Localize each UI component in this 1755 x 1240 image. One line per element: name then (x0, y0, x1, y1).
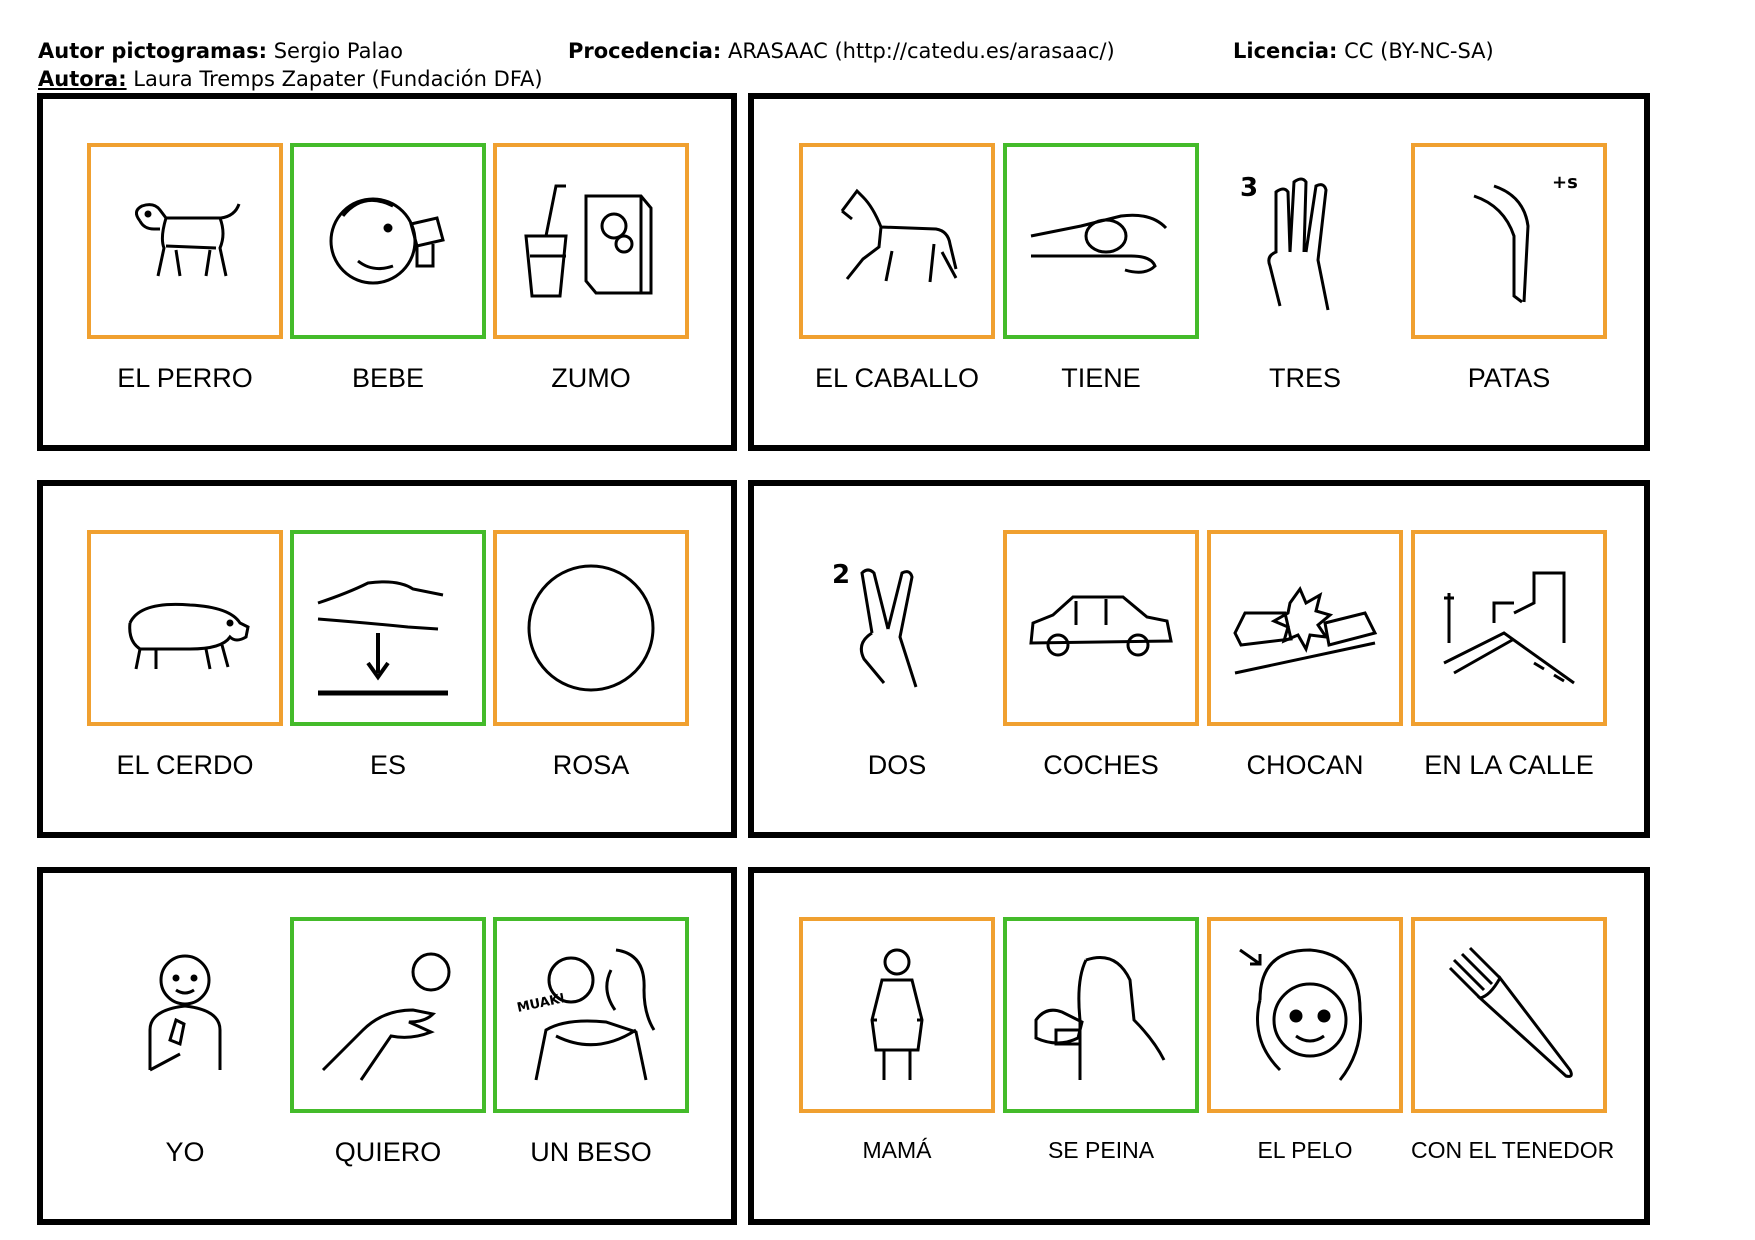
sentence-panel-pelo (748, 867, 1650, 1225)
street-icon (1434, 553, 1584, 703)
pictogram-frame (87, 917, 283, 1113)
card-label: DOS (867, 750, 927, 780)
card-el-perro (87, 143, 283, 394)
sentence-panel-caballo (748, 93, 1650, 451)
person-pointing-icon (110, 940, 260, 1090)
autora-line (38, 66, 543, 92)
pictogram-frame (290, 917, 486, 1113)
card-label: UN BESO (530, 1137, 652, 1167)
card-label: EL PELO (1257, 1137, 1353, 1163)
card-label: QUIERO (334, 1137, 442, 1167)
sentence-panel-beso (37, 867, 737, 1225)
kiss-icon (516, 940, 666, 1090)
card-label: ZUMO (551, 363, 631, 393)
source-line (568, 38, 1115, 64)
pictogram-frame (799, 143, 995, 339)
pictogram-frame (1003, 530, 1199, 726)
leg-icon (1434, 166, 1584, 316)
three-fingers-icon (1230, 166, 1380, 316)
card-label: COCHES (1043, 750, 1159, 780)
pictogram-frame (1411, 530, 1607, 726)
pictogram-frame (493, 917, 689, 1113)
source-value: ARASAAC (http://catedu.es/arasaac/) (728, 39, 1115, 63)
author-line (38, 38, 403, 64)
card-label: EL CERDO (116, 750, 254, 780)
card-el-cerdo (87, 530, 283, 781)
license-value: CC (BY-NC-SA) (1344, 39, 1494, 63)
author-label: Autor pictogramas: (38, 39, 267, 63)
autora-label: Autora: (38, 67, 127, 91)
card-un-beso (493, 917, 689, 1168)
is-hand-icon (313, 553, 463, 703)
pictogram-frame (290, 530, 486, 726)
card-bebe (290, 143, 486, 394)
combing-icon (1026, 940, 1176, 1090)
card-label: YO (165, 1137, 205, 1167)
card-label: EL CABALLO (814, 363, 980, 393)
author-value: Sergio Palao (273, 39, 404, 63)
card-con-el-tenedor (1411, 917, 1615, 1164)
card-dos (799, 530, 995, 781)
two-fingers-icon (822, 553, 972, 703)
card-tres (1207, 143, 1403, 394)
card-label: EN LA CALLE (1424, 750, 1594, 780)
sentence-panel-perro (37, 93, 737, 451)
card-en-la-calle (1411, 530, 1607, 781)
pictogram-frame (87, 530, 283, 726)
crash-icon (1230, 553, 1380, 703)
pictogram-frame (1003, 917, 1199, 1113)
card-label: BEBE (351, 363, 425, 393)
card-label: MAMÁ (862, 1137, 932, 1163)
pictogram-frame (1411, 143, 1607, 339)
card-label: SE PEINA (1047, 1137, 1155, 1163)
card-es (290, 530, 486, 781)
horse-icon (822, 166, 972, 316)
pictogram-frame (1411, 917, 1607, 1113)
card-quiero (290, 917, 486, 1168)
kiss-sound: MUAK! (516, 991, 567, 1016)
card-rosa (493, 530, 689, 781)
card-coches (1003, 530, 1199, 781)
card-label: TIENE (1061, 363, 1141, 393)
pig-icon (110, 553, 260, 703)
dog-icon (110, 166, 260, 316)
juice-icon (516, 166, 666, 316)
pictogram-frame (87, 143, 283, 339)
sentence-panel-cerdo (37, 480, 737, 838)
card-tiene (1003, 143, 1199, 394)
fork-icon (1434, 940, 1584, 1090)
car-icon (1026, 553, 1176, 703)
pictogram-frame (493, 530, 689, 726)
card-se-peina (1003, 917, 1199, 1164)
finger-count: 2 (832, 560, 851, 590)
card-yo (87, 917, 283, 1168)
pictogram-frame (1207, 143, 1403, 339)
card-label: PATAS (1467, 363, 1551, 393)
hand-reaching-icon (313, 940, 463, 1090)
finger-count: 3 (1240, 173, 1259, 203)
drinking-icon (313, 166, 463, 316)
card-el-pelo (1207, 917, 1403, 1164)
card-label: ROSA (552, 750, 630, 780)
source-label: Procedencia: (568, 39, 722, 63)
pictogram-frame (1207, 530, 1403, 726)
pictogram-frame (1003, 143, 1199, 339)
card-el-caballo (799, 143, 995, 394)
card-chocan (1207, 530, 1403, 781)
circle-icon (516, 553, 666, 703)
hand-holding-icon (1026, 166, 1176, 316)
card-label: TRES (1268, 363, 1341, 393)
hair-icon (1230, 940, 1380, 1090)
card-label: ES (369, 750, 407, 780)
card-label: EL PERRO (117, 363, 253, 393)
card-label: CON EL TENEDOR (1411, 1137, 1615, 1163)
plural-mark: +s (1552, 172, 1578, 193)
card-zumo (493, 143, 689, 394)
pictogram-frame (1207, 917, 1403, 1113)
pictogram-frame (799, 917, 995, 1113)
pictogram-frame (493, 143, 689, 339)
card-mama (799, 917, 995, 1164)
license-label: Licencia: (1233, 39, 1338, 63)
pictogram-frame (290, 143, 486, 339)
sentence-panel-coches (748, 480, 1650, 838)
license-line (1233, 38, 1494, 64)
card-patas (1411, 143, 1607, 394)
pictogram-frame (799, 530, 995, 726)
autora-value: Laura Tremps Zapater (Fundación DFA) (133, 67, 543, 91)
card-label: CHOCAN (1246, 750, 1364, 780)
woman-icon (822, 940, 972, 1090)
